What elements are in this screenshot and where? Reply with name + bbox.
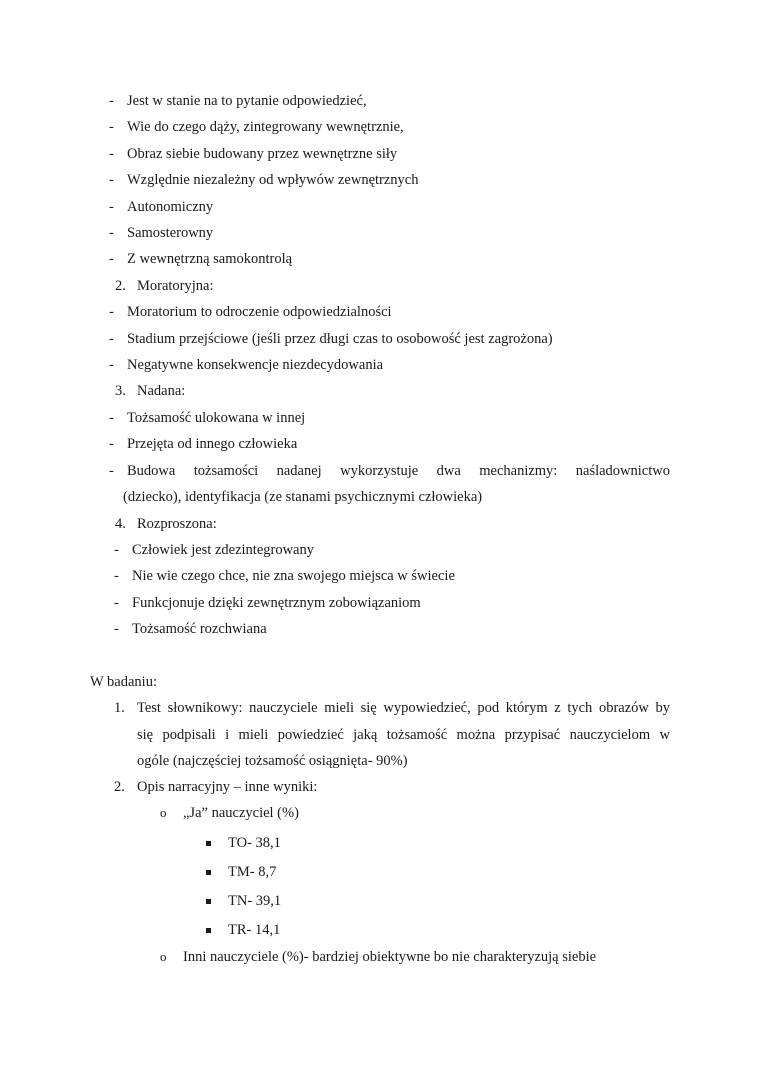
sublist-item: „Ja” nauczyciel (%) xyxy=(183,805,299,821)
study-item-line: Test słownikowy: nauczyciele mieli się wypowiedzieć, pod którym z tych obrazów by xyxy=(137,700,670,716)
section-heading: Nadana: xyxy=(137,383,186,399)
list-item: Obraz siebie budowany przez wewnętrzne siły xyxy=(127,146,398,162)
dash-marker: - xyxy=(109,436,114,452)
dash-marker: - xyxy=(114,595,119,611)
result-item: TR- 14,1 xyxy=(228,922,281,938)
item-number: 2. xyxy=(114,779,125,795)
square-bullet-icon xyxy=(206,899,211,904)
dash-marker: - xyxy=(109,331,114,347)
heading-number: 2. xyxy=(115,278,126,294)
square-bullet-icon xyxy=(206,928,211,933)
list-item: Stadium przejściowe (jeśli przez długi czas to osobowość jest zagrożona) xyxy=(127,331,553,347)
result-item: TM- 8,7 xyxy=(228,864,277,880)
list-item: Tożsamość ulokowana w innej xyxy=(127,410,306,426)
dash-marker: - xyxy=(109,304,114,320)
list-item: Nie wie czego chce, nie zna swojego miejsca w świecie xyxy=(132,568,455,584)
study-heading: W badaniu: xyxy=(90,674,157,690)
study-item-line: Opis narracyjny – inne wyniki: xyxy=(137,779,318,795)
circle-bullet-icon: o xyxy=(160,805,167,820)
study-item-line: ogóle (najczęściej tożsamość osiągnięta- 90%) xyxy=(137,753,408,769)
result-item: TN- 39,1 xyxy=(228,893,282,909)
section-heading: Rozproszona: xyxy=(137,516,217,532)
dash-marker: - xyxy=(109,251,114,267)
dash-marker: - xyxy=(109,119,114,135)
dash-marker: - xyxy=(109,410,114,426)
study-item-line: się podpisali i mieli powiedzieć jaką tożsamość można przypisać nauczycielom w xyxy=(137,727,670,743)
list-item: Względnie niezależny od wpływów zewnętrznych xyxy=(127,172,419,188)
dash-marker: - xyxy=(114,621,119,637)
list-item: Tożsamość rozchwiana xyxy=(132,621,267,637)
list-item: Jest w stanie na to pytanie odpowiedzieć, xyxy=(127,93,367,109)
square-bullet-icon xyxy=(206,870,211,875)
dash-marker: - xyxy=(109,93,114,109)
list-item: Autonomiczny xyxy=(127,199,214,215)
section-heading: Moratoryjna: xyxy=(137,278,214,294)
dash-marker: - xyxy=(109,225,114,241)
dash-marker: - xyxy=(109,357,114,373)
sublist-item: Inni nauczyciele (%)- bardziej obiektywne bo nie charakteryzują siebie xyxy=(183,949,597,965)
list-item: Moratorium to odroczenie odpowiedzialności xyxy=(127,304,392,320)
heading-number: 3. xyxy=(115,383,126,399)
heading-number: 4. xyxy=(115,516,126,532)
result-item: TO- 38,1 xyxy=(228,835,281,851)
dash-marker: - xyxy=(109,463,114,479)
square-bullet-icon xyxy=(206,841,211,846)
dash-marker: - xyxy=(109,172,114,188)
list-item: Negatywne konsekwencje niezdecydowania xyxy=(127,357,384,373)
dash-marker: - xyxy=(109,146,114,162)
dash-marker: - xyxy=(109,199,114,215)
list-item: Wie do czego dąży, zintegrowany wewnętrznie, xyxy=(127,119,404,135)
list-item: Samosterowny xyxy=(127,225,214,241)
item-number: 1. xyxy=(114,700,125,716)
list-item: Przejęta od innego człowieka xyxy=(127,436,298,452)
dash-marker: - xyxy=(114,542,119,558)
dash-marker: - xyxy=(114,568,119,584)
list-item: Z wewnętrzną samokontrolą xyxy=(127,251,293,267)
list-item-justified: Budowa tożsamości nadanej wykorzystuje dwa mechanizmy: naśladownictwo xyxy=(127,463,670,479)
list-item: Funkcjonuje dzięki zewnętrznym zobowiązaniom xyxy=(132,595,421,611)
list-item: Człowiek jest zdezintegrowany xyxy=(132,542,314,558)
circle-bullet-icon: o xyxy=(160,949,167,964)
list-item-continuation: (dziecko), identyfikacja (ze stanami psychicznymi człowieka) xyxy=(123,489,483,505)
